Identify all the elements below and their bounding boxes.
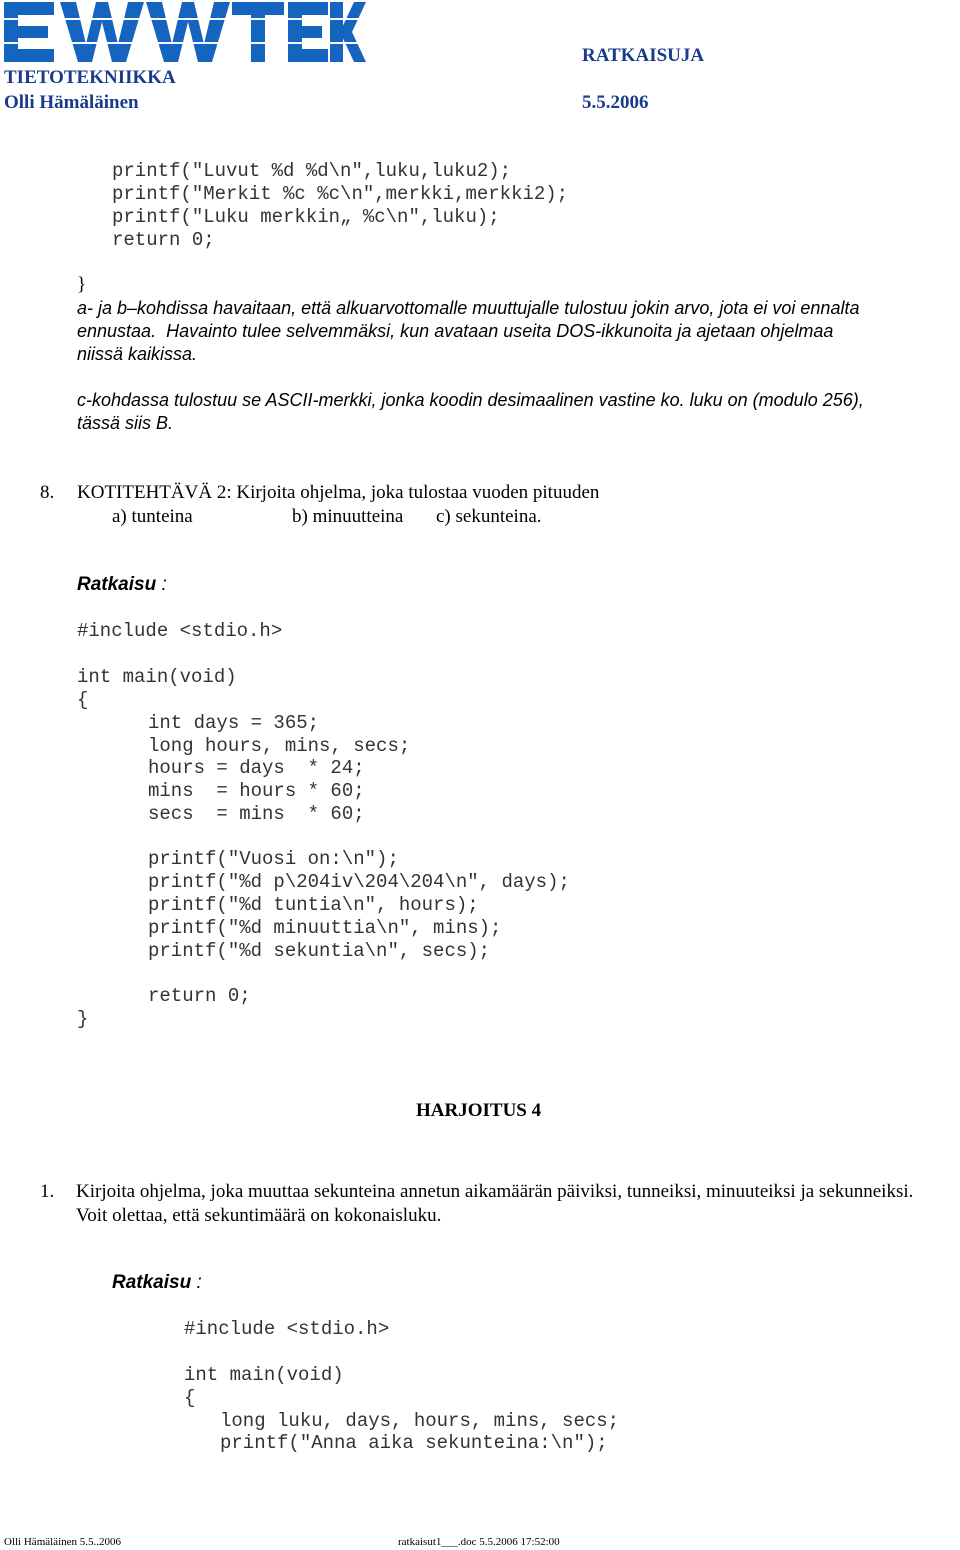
task-option-a: a) tunteina [112,506,193,527]
department-label: TIETOTEKNIIKKA [4,67,176,88]
footer-right: ratkaisut1___.doc 5.5.2006 17:52:00 [398,1536,560,1548]
code-include: #include <stdio.h> [184,1318,390,1340]
author-name: Olli Hämäläinen [4,92,139,113]
task-option-b: b) minuutteina [292,506,404,527]
code-close-brace: } [77,274,87,295]
code-line: int days = 365; [148,712,320,734]
task-text: Voit olettaa, että sekuntimäärä on kokonaisluku. [76,1205,442,1226]
task-text: Kirjoita ohjelma, joka muuttaa sekunteina annetun aikamäärän päiviksi, tunneiksi, minuuteiksi ja sekunneiksi. [76,1181,914,1202]
code-line: hours = days * 24; [148,757,365,779]
task-number: 1. [40,1181,55,1202]
solution-label: Ratkaisu : [112,1272,202,1293]
code-line: printf("Luvut %d %d\n",luku,luku2); [112,160,512,182]
code-main: int main(void) [77,666,237,688]
code-line: long luku, days, hours, mins, secs; [220,1410,620,1432]
code-open-brace: { [77,689,89,711]
note-c-line: tässä siis B. [77,413,174,433]
code-line: printf("Merkit %c %c\n",merkki,merkki2); [112,183,569,205]
task-text: KOTITEHTÄVÄ 2: Kirjoita ohjelma, joka tulostaa vuoden pituuden [77,482,600,503]
code-line: printf("%d tuntia\n", hours); [148,894,479,916]
code-line: printf("%d sekuntia\n", secs); [148,940,491,962]
header-date: 5.5.2006 [582,92,649,113]
code-line: secs = mins * 60; [148,803,365,825]
ewtek-logo [4,0,366,64]
task-option-c: c) sekunteina. [436,506,542,527]
note-c-line: c-kohdassa tulostuu se ASCII-merkki, jonka koodin desimaalinen vastine ko. luku on (modulo 256), [77,390,864,410]
code-line: mins = hours * 60; [148,780,365,802]
code-line: printf("%d p\204iv\204\204\n", days); [148,871,570,893]
code-close-brace: } [77,1008,89,1030]
code-line: printf("Luku merkkin„ %c\n",luku); [112,206,500,228]
code-line: printf("%d minuuttia\n", mins); [148,917,502,939]
code-line: printf("Anna aika sekunteina:\n"); [220,1432,608,1454]
code-line: long hours, mins, secs; [148,735,411,757]
section-title: HARJOITUS 4 [416,1100,542,1121]
document-type: RATKAISUJA [582,45,705,66]
code-line: return 0; [112,229,215,251]
note-ab-line: niissä kaikissa. [77,344,198,364]
code-open-brace: { [184,1387,196,1409]
task-number: 8. [40,482,55,503]
solution-label: Ratkaisu : [77,574,167,595]
code-main: int main(void) [184,1364,344,1386]
note-ab-line: a- ja b–kohdissa havaitaan, että alkuarvottomalle muuttujalle tulostuu jokin arvo, jota ei voi ennalta [77,298,860,318]
footer-left: Olli Hämäläinen 5.5..2006 [4,1536,122,1548]
code-line: printf("Vuosi on:\n"); [148,848,399,870]
code-include: #include <stdio.h> [77,620,283,642]
code-return: return 0; [148,985,251,1007]
note-ab-line: ennustaa. Havainto tulee selvemmäksi, kun avataan useita DOS-ikkunoita ja ajetaan ohjelmaa [77,321,834,341]
